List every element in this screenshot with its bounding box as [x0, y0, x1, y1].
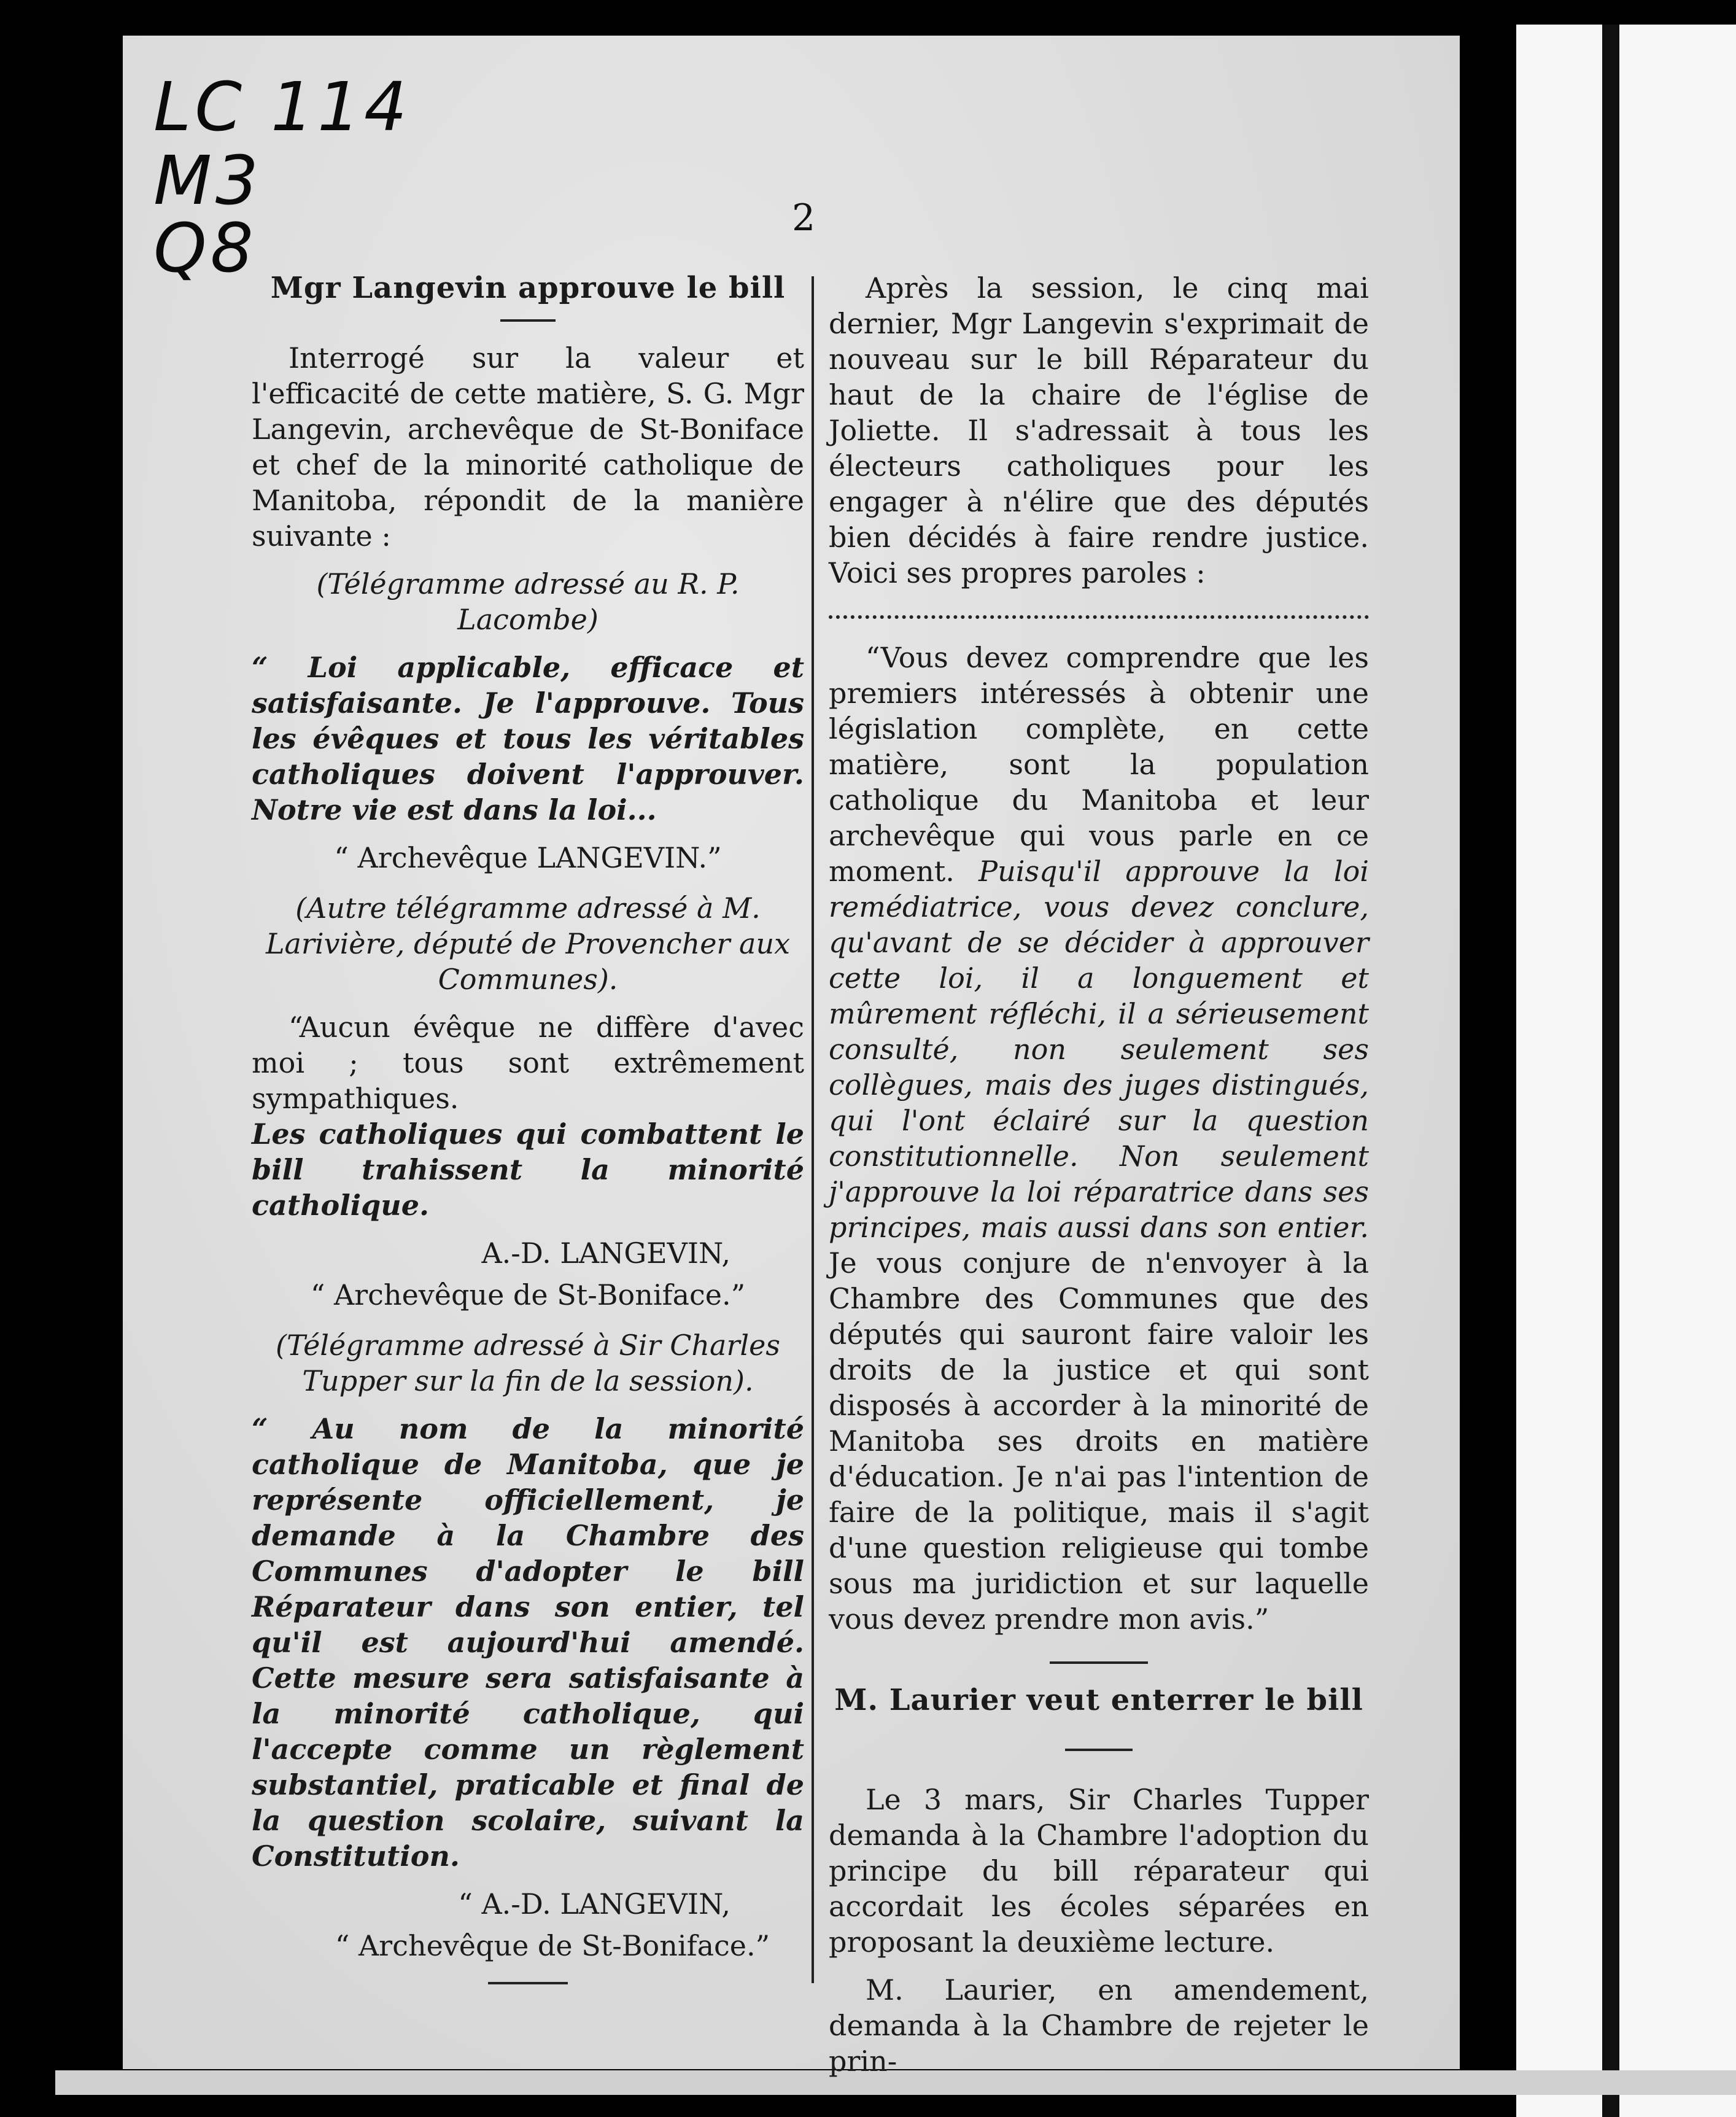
- page-number: 2: [792, 196, 816, 239]
- short-rule-2: [1065, 1749, 1133, 1751]
- telegram1-signature: “ Archevêque LANGEVIN.”: [334, 841, 722, 874]
- right-column: [829, 270, 1369, 2091]
- column-divider: [812, 276, 814, 1983]
- intro-paragraph: Interrogé sur la valeur et l'efficacité de cette matière, S. G. Mgr Langevin, archevêque de St-Boniface et chef de la minorité catholique de Manitoba, répondit de la manière suivante :: [252, 341, 804, 553]
- telegram2-text-bold: Les catholiques qui combattent le bill trahissent la minorité catholique.: [252, 1117, 804, 1222]
- telegram3-signature-name: “ A.-D. LANGEVIN,: [458, 1887, 730, 1921]
- page-edge-shadow: [1602, 25, 1619, 2117]
- laurier-paragraph: M. Laurier, en amendement, demanda à la Chambre de rejeter le prin-: [829, 1973, 1369, 2078]
- telegram3-text: “ Au nom de la minorité catholique de Manitoba, que je représente officiellement, je demande à la Chambre des Communes d'adopter le bill Réparateur dans son entier, tel qu'il est aujourd'hui amendé. Cette mesure sera satisfaisante à la minorité catholique, qui l'accepte comme un règlement substantiel, praticable et final de la question scolaire, suivant la Constitution.: [252, 1412, 804, 1873]
- heading-laurier: M. Laurier veut enterrer le bill: [834, 1683, 1363, 1717]
- telegram1-text: “ Loi applicable, efficace et satisfaisante. Je l'approuve. Tous les évêques et tous les véritables catholiques doivent l'approuver. Notre vie est dans la loi...: [252, 651, 804, 826]
- section-rule: [1050, 1661, 1148, 1664]
- sermon-quote-part2: Je vous conjure de n'envoyer à la Chambre des Communes que des députés qui sauront faire valoir les droits de la justice et qui sont disposés à accorder à la minorité de Manitoba ses droits en matière d'éducation. Je n'ai pas l'intention de faire de la politique, mais il s'agit d'une question religieuse qui tombe sous ma juridiction et sur laquelle vous devez prendre mon avis.”: [829, 1246, 1369, 1636]
- handwritten-note-line-3: Q8: [153, 209, 257, 287]
- session-paragraph: Après la session, le cinq mai dernier, Mgr Langevin s'exprimait de nouveau sur le bill Réparateur du haut de la chaire de l'église de Joliette. Il s'adressait à tous les électeurs catholiques pour les engager à n'élire que des députés bien décidés à faire rendre justice. Voici ses propres paroles :: [829, 271, 1369, 589]
- left-column: [252, 270, 804, 2003]
- telegram2-signature-title: “ Archevêque de St-Boniface.”: [310, 1278, 746, 1311]
- telegram3-signature-title: “ Archevêque de St-Boniface.”: [335, 1929, 770, 1962]
- sermon-quote-italic: Puisqu'il approuve la loi remédiatrice, vous devez conclure, qu'avant de se décider à approuver cette loi, il a longuement et mûrement réfléchi, il a sérieusement consulté, non seulement ses collègues, mais des juges distingués, qui l'ont éclairé sur la question constitutionnelle. Non seulement j'approuve la loi réparatrice dans ses principes, mais aussi dans son entier.: [829, 855, 1369, 1244]
- handwritten-note-line-2: M3: [153, 141, 262, 220]
- tupper-paragraph: Le 3 mars, Sir Charles Tupper demanda à la Chambre l'adoption du principe du bill réparateur qui accordait les écoles séparées en proposant la deuxième lecture.: [829, 1783, 1369, 1959]
- dotted-separator: [829, 615, 1369, 619]
- telegram2-signature-name: A.-D. LANGEVIN,: [481, 1237, 730, 1270]
- sermon-quote: [829, 640, 1369, 1637]
- telegram2-label: (Autre télégramme adressé à M. Larivière, député de Provencher aux Communes).: [265, 891, 791, 996]
- telegram1-label: (Télégramme adressé au R. P. Lacombe): [316, 567, 740, 636]
- adjacent-page-edge: [1516, 25, 1736, 2117]
- telegram2-text: “Aucun évêque ne diffère d'avec moi ; tous sont extrêmement sympathiques.: [252, 1011, 804, 1115]
- handwritten-note-line-1: LC 114: [153, 68, 411, 146]
- telegram3-label: (Télégramme adressé à Sir Charles Tupper sur la fin de la session).: [276, 1329, 780, 1397]
- end-rule: [488, 1982, 568, 1984]
- short-rule: [500, 319, 556, 322]
- heading-langevin: Mgr Langevin approuve le bill: [270, 271, 786, 305]
- sermon-quote-part1: “Vous devez comprendre que les premiers intéressés à obtenir une législation complète, en cette matière, sont la population catholique du Manitoba et leur archevêque qui vous parle en ce moment.: [829, 641, 1369, 888]
